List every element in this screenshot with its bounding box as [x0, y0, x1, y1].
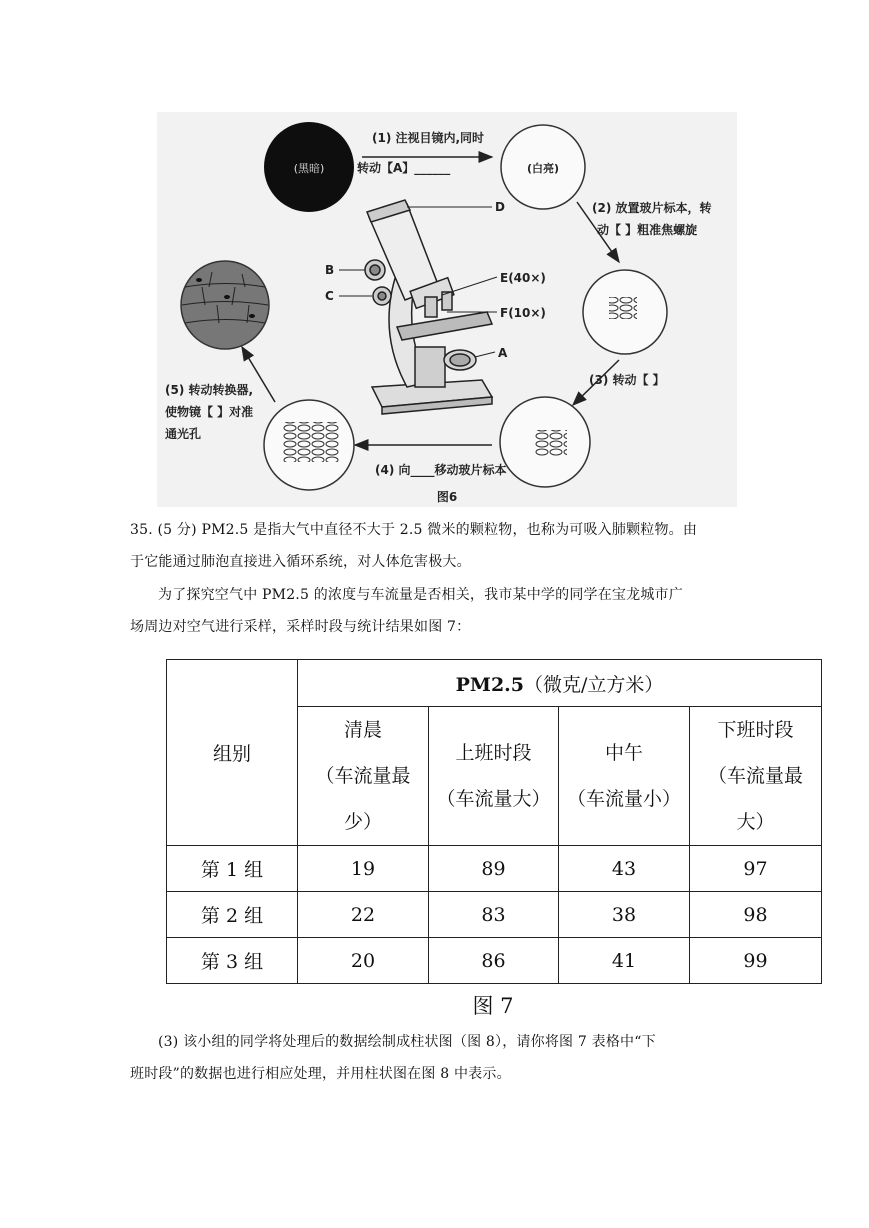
table-cell: 20 [298, 938, 429, 984]
question-p2-line-1: 为了探究空气中 PM2.5 的浓度与车流量是否相关，我市某中学的同学在宝龙城市广 [158, 587, 683, 603]
table-cell: 41 [559, 938, 690, 984]
step-2-line-2: 动【 】粗准焦螺旋 [597, 223, 698, 237]
pm25-header-cell [298, 660, 822, 707]
row-group: 第 2 组 [167, 892, 298, 938]
figure-6-microscope-diagram [157, 112, 737, 507]
step-5-line-2: 使物镜【 】对准 [165, 405, 254, 419]
cells-centered [283, 422, 339, 462]
table-row [167, 938, 822, 984]
step-1-line-1: (1) 注视目镜内,同时 [372, 131, 485, 145]
table-cell: 89 [429, 846, 559, 892]
question-p1-line-1: 35. (5 分) PM2.5 是指大气中直径不大于 2.5 微米的颗粒物，也称为可吸入肺颗粒物。由 [130, 522, 698, 538]
column-name: 中午 [604, 742, 643, 764]
cells-small-1 [609, 297, 637, 319]
column-note: （车流量大） [436, 788, 551, 810]
column-note: （车流量最大） [708, 765, 804, 833]
column-header-commute-home [690, 707, 822, 846]
step-5-line-1: (5) 转动转换器, [165, 383, 254, 397]
column-name: 上班时段 [455, 742, 532, 764]
figure-7-caption: 图 7 [472, 994, 514, 1018]
step-3-label: (3) 转动【 】 [589, 373, 665, 387]
row-group: 第 1 组 [167, 846, 298, 892]
column-name: 下班时段 [717, 719, 794, 741]
question-paragraph-3 [130, 1032, 750, 1084]
column-header-commute-to-work [429, 707, 559, 846]
label-C: C [325, 289, 334, 303]
column-note: （车流量小） [566, 788, 681, 810]
label-F: F(10×) [500, 306, 546, 320]
label-D: D [495, 200, 505, 214]
question-paragraph-1 [130, 520, 750, 572]
table-row [167, 892, 822, 938]
pm25-data-table [166, 659, 822, 984]
view-circle-step-5 [181, 261, 269, 349]
group-header-cell [167, 660, 298, 846]
column-header-noon [559, 707, 690, 846]
row-group: 第 3 组 [167, 938, 298, 984]
question-p3-line-2: 班时段”的数据也进行相应处理，并用柱状图在图 8 中表示。 [130, 1066, 511, 1082]
question-p2-line-2: 场周边对空气进行采样，采样时段与统计结果如图 7： [130, 619, 471, 635]
group-header: 组别 [212, 743, 251, 765]
cells-small-2 [535, 430, 567, 456]
table-cell: 22 [298, 892, 429, 938]
step-4-label: (4) 向____移动玻片标本 [375, 463, 507, 477]
table-cell: 99 [690, 938, 822, 984]
question-p1-line-2: 于它能通过肺泡直接进入循环系统，对人体危害极大。 [130, 554, 471, 570]
label-E: E(40×) [500, 271, 546, 285]
microscope-drawing [365, 200, 492, 414]
table-cell: 97 [690, 846, 822, 892]
dark-field-label: (黑暗) [293, 162, 325, 175]
pm25-header-unit: （微克/立方米） [524, 673, 664, 696]
table-cell: 19 [298, 846, 429, 892]
label-B: B [325, 263, 335, 277]
table-cell: 43 [559, 846, 690, 892]
figure-6-caption: 图6 [436, 490, 458, 504]
table-cell: 86 [429, 938, 559, 984]
bright-field-label: (白亮) [526, 162, 560, 175]
table-cell: 98 [690, 892, 822, 938]
microscope-diagram-svg [157, 112, 737, 507]
step-1-line-2: 转动【A】______ [357, 161, 451, 175]
step-5-line-3: 通光孔 [165, 427, 202, 441]
table-cell: 38 [559, 892, 690, 938]
table-row [167, 846, 822, 892]
table-cell: 83 [429, 892, 559, 938]
column-header-morning [298, 707, 429, 846]
pm25-header-bold: PM2.5 [455, 673, 524, 696]
column-name: 清晨 [343, 719, 382, 741]
question-p3-line-1: (3) 该小组的同学将处理后的数据绘制成柱状图（图 8），请你将图 7 表格中“下 [158, 1034, 656, 1050]
step-2-line-1: (2) 放置玻片标本，转 [592, 201, 712, 215]
question-paragraph-2 [130, 585, 750, 637]
column-note: （车流量最少） [315, 765, 411, 833]
label-A: A [498, 346, 508, 360]
